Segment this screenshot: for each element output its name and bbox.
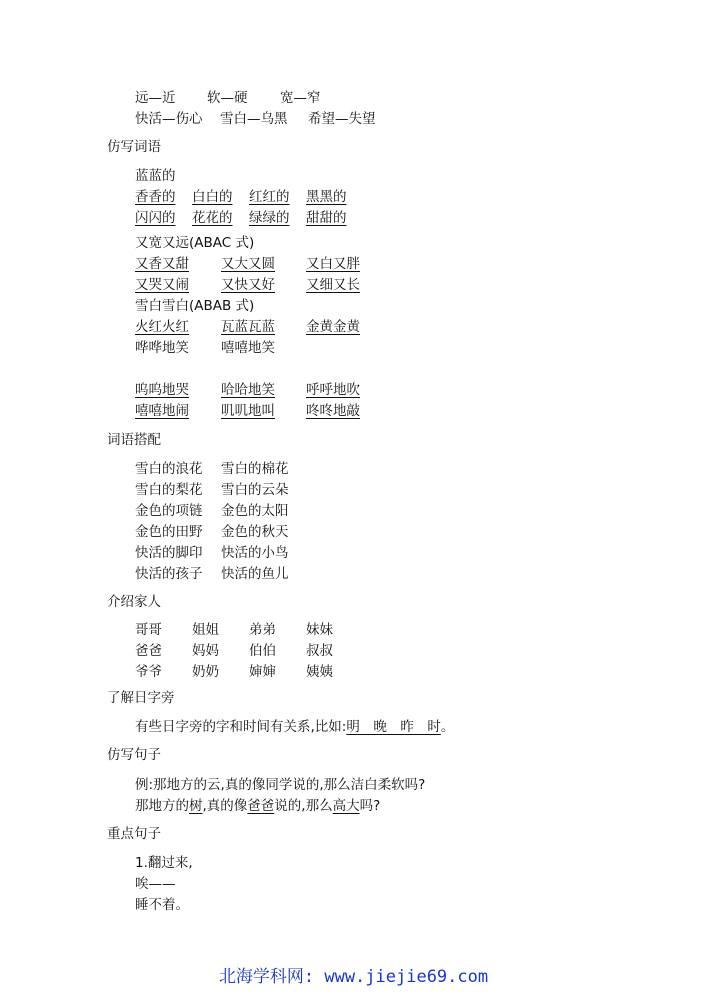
reduplicated-word: 香香的 (135, 189, 176, 205)
abab-word: 金黄金黄 (306, 319, 360, 335)
collocation-item: 金色的秋天 (221, 524, 289, 540)
collocation-item: 快活的小鸟 (221, 545, 289, 561)
key-sentence-line: 唉—— (135, 876, 176, 892)
answer-part: 说的,那么 (274, 798, 333, 814)
answer-blank: 爸爸 (247, 798, 275, 814)
abac-word: 又哭又闹 (135, 277, 189, 293)
abac-label: 又宽又远(ABAC 式) (135, 235, 255, 251)
antonym-6: 希望—失望 (308, 111, 376, 127)
reduplicated-word: 黑黑的 (306, 189, 347, 205)
collocation-item: 金色的田野 (135, 524, 203, 540)
family-word: 爸爸 (135, 643, 162, 659)
heading-sun-radical: 了解日字旁 (107, 690, 175, 706)
key-sentence-line: 1.翻过来, (135, 855, 193, 871)
abac-word: 又大又圆 (221, 256, 275, 272)
answer-blank: 树 (189, 798, 203, 814)
collocation-item: 快活的孩子 (135, 566, 203, 582)
family-word: 妈妈 (192, 643, 219, 659)
family-word: 弟弟 (249, 622, 276, 638)
onomatopoeia-word: 咚咚地敲 (306, 403, 360, 419)
onomatopoeia-word: 呜呜地哭 (135, 382, 189, 398)
sun-radical-sentence (135, 717, 454, 737)
family-word: 姨姨 (306, 664, 333, 680)
reduplicated-word: 白白的 (192, 189, 233, 205)
answer-part: 吗? (359, 798, 381, 814)
abac-word: 又快又好 (221, 277, 275, 293)
onomatopoeia-word: 叽叽地叫 (221, 403, 275, 419)
heading-collocation: 词语搭配 (107, 432, 161, 448)
onomatopoeia-word: 呼呼地吹 (306, 382, 360, 398)
antonym-3: 宽—窄 (280, 90, 321, 106)
abab-word: 嘻嘻地笑 (221, 340, 275, 356)
family-word: 妹妹 (306, 622, 333, 638)
answer-sentence (135, 796, 380, 816)
heading-key-sentences: 重点句子 (107, 826, 161, 842)
antonym-2: 软—硬 (207, 90, 248, 106)
sun-radical-examples: 明 晚 昨 时 (346, 719, 441, 735)
collocation-item: 金色的项链 (135, 503, 203, 519)
family-word: 叔叔 (306, 643, 333, 659)
abac-word: 又细又长 (306, 277, 360, 293)
answer-part: ,真的像 (202, 798, 248, 814)
abab-word: 哗哗地笑 (135, 340, 189, 356)
antonym-1: 远—近 (135, 90, 176, 106)
collocation-item: 雪白的棉花 (221, 461, 289, 477)
family-word: 姐姐 (192, 622, 219, 638)
heading-imitate-words: 仿写词语 (107, 139, 161, 155)
family-word: 奶奶 (192, 664, 219, 680)
family-word: 爷爷 (135, 664, 162, 680)
collocation-item: 快活的脚印 (135, 545, 203, 561)
collocation-item: 雪白的云朵 (221, 482, 289, 498)
antonym-4: 快活—伤心 (135, 111, 203, 127)
heading-imitate-sentence: 仿写句子 (107, 747, 161, 763)
family-word: 伯伯 (249, 643, 276, 659)
collocation-item: 雪白的浪花 (135, 461, 203, 477)
abab-word: 火红火红 (135, 319, 189, 335)
answer-part: 那地方的 (135, 798, 189, 814)
collocation-item: 雪白的梨花 (135, 482, 203, 498)
heading-family: 介绍家人 (107, 594, 161, 610)
reduplicated-word: 闪闪的 (135, 210, 176, 226)
abac-word: 又白又胖 (306, 256, 360, 272)
word-lanlan: 蓝蓝的 (135, 168, 176, 184)
collocation-item: 快活的鱼儿 (221, 566, 289, 582)
abab-word: 瓦蓝瓦蓝 (221, 319, 275, 335)
abab-label: 雪白雪白(ABAB 式) (135, 298, 255, 314)
family-word: 哥哥 (135, 622, 162, 638)
sun-radical-text: 有些日字旁的字和时间有关系,比如: (135, 719, 347, 735)
reduplicated-word: 花花的 (192, 210, 233, 226)
family-word: 婶婶 (249, 664, 276, 680)
abac-word: 又香又甜 (135, 256, 189, 272)
answer-blank: 高大 (332, 798, 360, 814)
collocation-item: 金色的太阳 (221, 503, 289, 519)
onomatopoeia-word: 哈哈地笑 (221, 382, 275, 398)
footer-site-link[interactable]: 北海学科网: www.jiejie69.com (218, 967, 489, 987)
example-sentence: 例:那地方的云,真的像同学说的,那么洁白柔软吗? (135, 777, 426, 793)
reduplicated-word: 绿绿的 (249, 210, 290, 226)
reduplicated-word: 红红的 (249, 189, 290, 205)
onomatopoeia-word: 嘻嘻地闹 (135, 403, 189, 419)
antonym-5: 雪白—乌黑 (220, 111, 288, 127)
sun-radical-period: 。 (440, 719, 455, 735)
reduplicated-word: 甜甜的 (306, 210, 347, 226)
key-sentence-line: 睡不着。 (135, 897, 189, 913)
